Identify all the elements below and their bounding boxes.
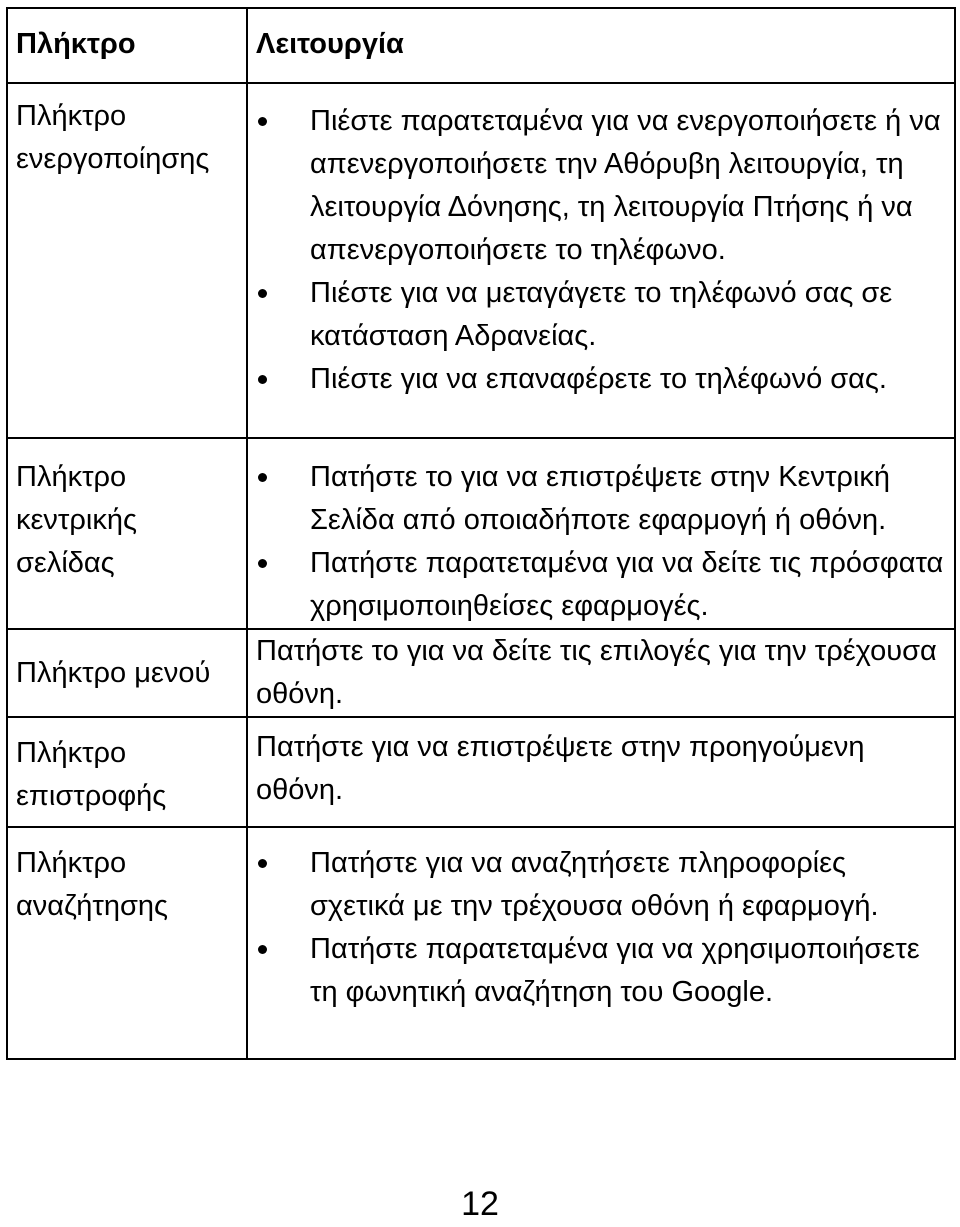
bullet-icon (258, 289, 267, 298)
row-key: Πλήκτρο αναζήτησης (7, 827, 247, 1059)
bullet-icon (258, 559, 267, 568)
header-function: Λειτουργία (247, 8, 955, 83)
table-header-row (7, 8, 955, 83)
row-key: Πλήκτρο κεντρικής σελίδας (7, 438, 247, 629)
bullet-item: Πατήστε το για να επιστρέψετε στην Κεντρική Σελίδα από οποιαδήποτε εφαρμογή ή οθόνη. (256, 456, 948, 542)
header-key: Πλήκτρο (7, 8, 247, 83)
row-function (247, 438, 955, 629)
row-function (247, 83, 955, 438)
row-key: Πλήκτρο επιστροφής (7, 717, 247, 827)
table-row (7, 717, 955, 827)
bullet-icon (258, 473, 267, 482)
table-row (7, 83, 955, 438)
bullet-item: Πιέστε παρατεταμένα για να ενεργοποιήσετε ή να απενεργοποιήσετε την Αθόρυβη λειτουργία, τη λειτουργία Δόνησης, τη λειτουργία Πτήσης ή να απενεργοποιήσετε το τηλέφωνο. (256, 100, 948, 272)
bullet-item: Πατήστε παρατεταμένα για να χρησιμοποιήσετε τη φωνητική αναζήτηση του Google. (256, 928, 948, 1014)
bullet-item: Πατήστε για να αναζητήσετε πληροφορίες σχετικά με την τρέχουσα οθόνη ή εφαρμογή. (256, 842, 948, 928)
table-row (7, 827, 955, 1059)
key-function-table (6, 7, 956, 1060)
table-row (7, 438, 955, 629)
bullet-icon (258, 375, 267, 384)
bullet-icon (258, 117, 267, 126)
bullet-item: Πατήστε παρατεταμένα για να δείτε τις πρόσφατα χρησιμοποιηθείσες εφαρμογές. (256, 542, 948, 628)
table-row (7, 629, 955, 717)
bullet-item: Πιέστε για να επαναφέρετε το τηλέφωνό σας. (256, 358, 948, 401)
row-key: Πλήκτρο μενού (7, 629, 247, 717)
bullet-icon (258, 945, 267, 954)
page-number: 12 (461, 1185, 499, 1223)
row-function: Πατήστε για να επιστρέψετε στην προηγούμενη οθόνη. (247, 717, 955, 827)
row-function: Πατήστε το για να δείτε τις επιλογές για την τρέχουσα οθόνη. (247, 629, 955, 717)
row-function (247, 827, 955, 1059)
bullet-icon (258, 859, 267, 868)
bullet-item: Πιέστε για να μεταγάγετε το τηλέφωνό σας σε κατάσταση Αδρανείας. (256, 272, 948, 358)
row-key: Πλήκτρο ενεργοποίησης (7, 83, 247, 438)
